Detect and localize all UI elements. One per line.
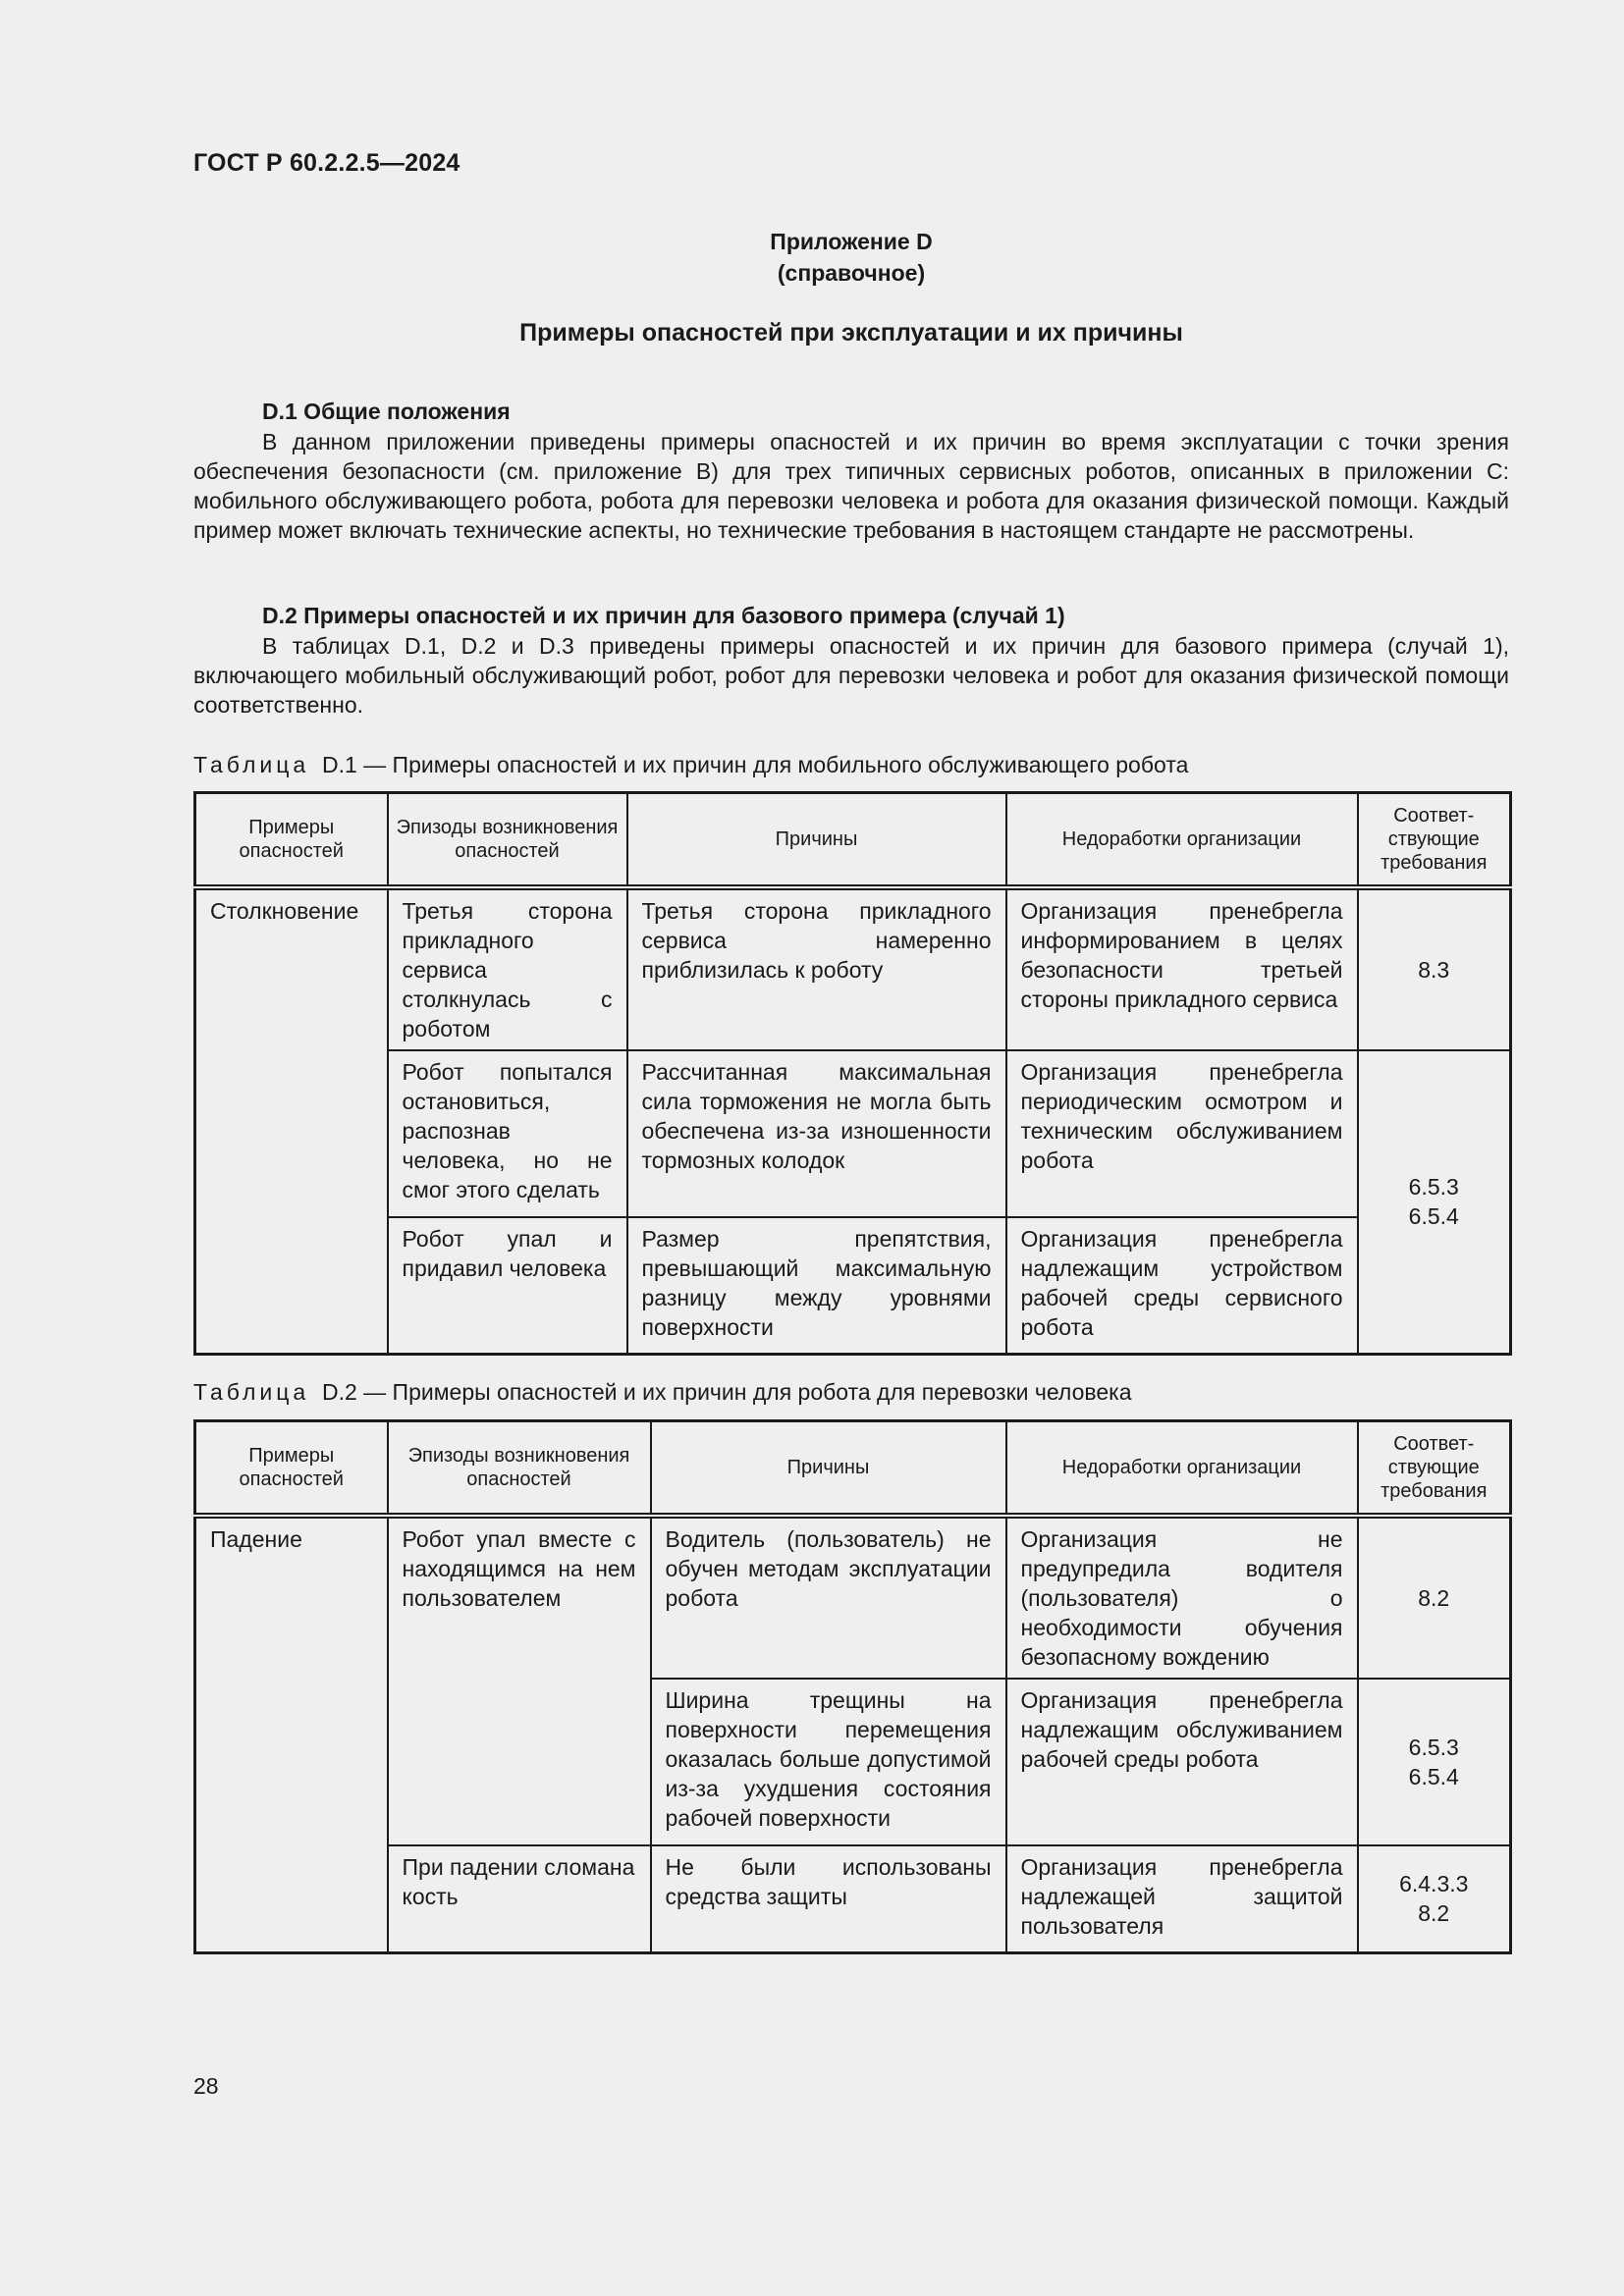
requirements-cell — [1358, 887, 1511, 1050]
section-heading: D.1 Общие положения — [262, 399, 511, 424]
requirement-ref: 8.2 — [1418, 1584, 1450, 1611]
cause-cell: Водитель (пользователь) не обучен методам эксплуатации робота — [651, 1516, 1006, 1679]
requirement-ref: 8.2 — [1418, 1900, 1450, 1927]
deficiency-cell: Организация пренебрегла надлежащим обслуживанием рабочей среды робота — [1006, 1679, 1358, 1845]
column-header: Причины — [627, 793, 1006, 887]
section-d1 — [193, 396, 1509, 545]
deficiency-cell: Организация не предупредила водителя (пользователя) о необходимости обучения безопасному вождению — [1006, 1516, 1358, 1679]
column-header: Примеры опасностей — [195, 793, 388, 887]
cause-cell: Ширина трещины на поверхности перемещения оказалась больше допустимой из-за ухудшения состояния рабочей поверхности — [651, 1679, 1006, 1845]
column-header: Недоработки организации — [1006, 793, 1358, 887]
table-d2 — [193, 1419, 1512, 1954]
table-row — [195, 1845, 1511, 1953]
table-d1-caption — [193, 750, 1509, 779]
hazard-cell: Падение — [195, 1516, 388, 1953]
episode-cell: Робот попытался остановиться, распознав человека, но не смог этого сделать — [388, 1050, 627, 1217]
cause-cell: Размер препятствия, превышающий максимальную разницу между уровнями поверхности — [627, 1217, 1006, 1355]
episode-cell: Робот упал вместе с находящимся на нем пользователем — [388, 1516, 651, 1845]
requirement-ref: 6.5.4 — [1408, 1763, 1459, 1789]
annex-subtitle: (справочное) — [777, 260, 926, 286]
table-caption-text: D.1 — Примеры опасностей и их причин для мобильного обслуживающего робота — [321, 752, 1189, 777]
deficiency-cell: Организация пренебрегла надлежащим устройством рабочей среды сервисного робота — [1006, 1217, 1358, 1355]
cause-cell: Не были использованы средства защиты — [651, 1845, 1006, 1953]
document-code: ГОСТ Р 60.2.2.5—2024 — [193, 149, 460, 177]
requirement-ref: 6.5.3 — [1408, 1734, 1459, 1760]
table-d1 — [193, 791, 1512, 1356]
deficiency-cell: Организация пренебрегла информированием в целях безопасности третьей стороны прикладного сервиса — [1006, 887, 1358, 1050]
column-header: Соответ-ствующие требования — [1358, 793, 1511, 887]
page-number: 28 — [193, 2073, 219, 2099]
requirement-ref: 8.3 — [1418, 956, 1450, 983]
requirements-cell — [1358, 1516, 1511, 1679]
table-row — [195, 1050, 1511, 1217]
section-heading: D.2 Примеры опасностей и их причин для базового примера (случай 1) — [262, 603, 1065, 628]
deficiency-cell: Организация пренебрегла периодическим осмотром и техническим обслуживанием робота — [1006, 1050, 1358, 1217]
table-row — [195, 887, 1511, 1050]
annex-title: Приложение D — [770, 229, 933, 254]
column-header: Эпизоды возникновения опасностей — [388, 1421, 651, 1516]
table-d2-caption — [193, 1377, 1509, 1407]
episode-cell: Третья сторона прикладного сервиса столкнулась с роботом — [388, 887, 627, 1050]
hazard-cell: Столкновение — [195, 887, 388, 1355]
section-d2 — [193, 600, 1509, 720]
deficiency-cell: Организация пренебрегла надлежащей защитой пользователя — [1006, 1845, 1358, 1953]
requirement-ref: 6.5.3 — [1408, 1174, 1459, 1201]
section-paragraph: В данном приложении приведены примеры опасностей и их причин во время эксплуатации с точки зрения обеспечения безопасности (см. приложение B) для трех типичных сервисных роботов, описанных в приложении C: мобильного обслуживающего робота, робота для перевозки человека и робота для оказания физической помощи. Каждый пример может включать технические аспекты, но технические требования в настоящем стандарте не рассмотрены. — [193, 429, 1509, 543]
column-header: Причины — [651, 1421, 1006, 1516]
cause-cell: Рассчитанная максимальная сила торможения не могла быть обеспечена из-за изношенности тормозных колодок — [627, 1050, 1006, 1217]
annex-heading: Примеры опасностей при эксплуатации и их причины — [519, 319, 1183, 347]
requirements-cell — [1358, 1050, 1511, 1355]
episode-cell: При падении сломана кость — [388, 1845, 651, 1953]
section-paragraph: В таблицах D.1, D.2 и D.3 приведены примеры опасностей и их причин для базового примера (случай 1), включающего мобильный обслуживающий робот, робот для перевозки человека и робот для оказания физической помощи соответственно. — [193, 633, 1509, 718]
table-caption-text: D.2 — Примеры опасностей и их причин для робота для перевозки человека — [321, 1379, 1132, 1405]
cause-cell: Третья сторона прикладного сервиса намеренно приблизилась к роботу — [627, 887, 1006, 1050]
requirements-cell — [1358, 1679, 1511, 1845]
annex-title-block — [193, 226, 1509, 289]
column-header: Эпизоды возникновения опасностей — [388, 793, 627, 887]
table-label: Таблица — [193, 752, 310, 777]
column-header: Соответ-ствующие требования — [1358, 1421, 1511, 1516]
table-row — [195, 1516, 1511, 1679]
requirement-ref: 6.5.4 — [1408, 1203, 1459, 1230]
requirement-ref: 6.4.3.3 — [1399, 1871, 1469, 1897]
table-row — [195, 1217, 1511, 1355]
column-header: Примеры опасностей — [195, 1421, 388, 1516]
episode-cell: Робот упал и придавил человека — [388, 1217, 627, 1355]
column-header: Недоработки организации — [1006, 1421, 1358, 1516]
requirements-cell — [1358, 1845, 1511, 1953]
table-label: Таблица — [193, 1379, 310, 1405]
